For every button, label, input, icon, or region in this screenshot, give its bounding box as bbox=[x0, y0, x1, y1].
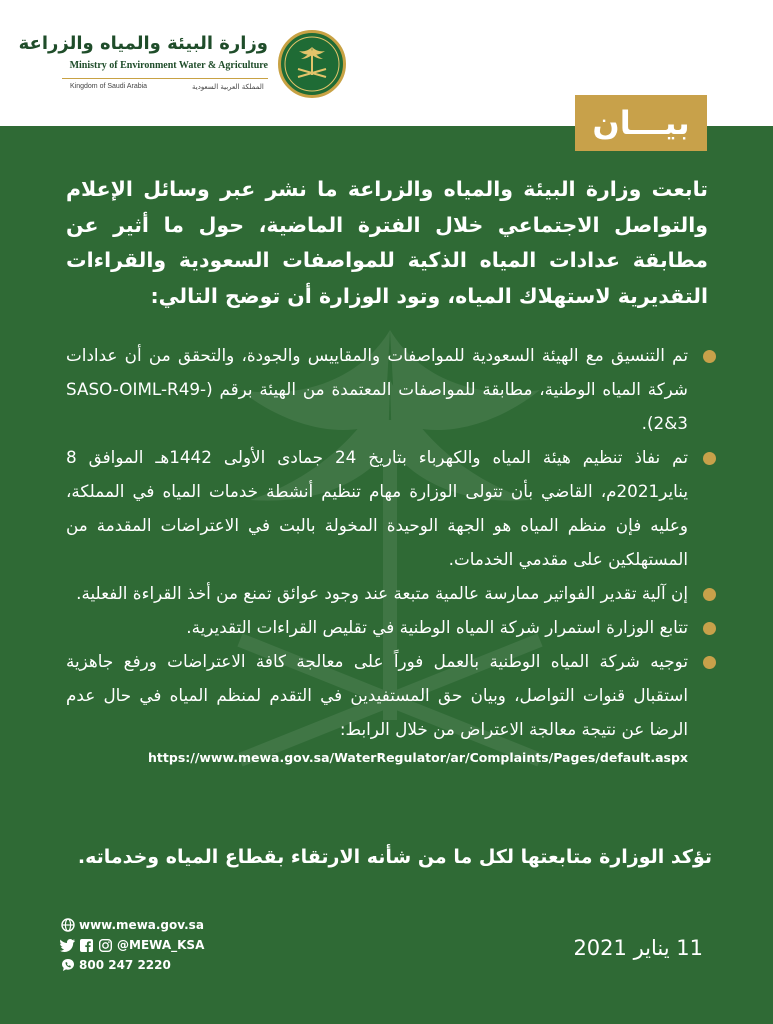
kingdom-name-en: Kingdom of Saudi Arabia bbox=[70, 83, 148, 90]
ministry-name-ar: وزارة البيئة والمياه والزراعة bbox=[18, 33, 268, 54]
bullet-dot-icon bbox=[703, 452, 716, 465]
header-divider bbox=[62, 78, 268, 79]
kingdom-name-ar: المملكة العربية السعودية bbox=[192, 83, 264, 91]
ministry-emblem bbox=[278, 30, 346, 98]
bullet-text: توجيه شركة المياه الوطنية بالعمل فوراً على معالجة كافة الاعتراضات ورفع جاهزية استقبال قنوات التواصل، وبيان حق المستفيدين في التقدم لمنظم المياه في حال عدم الرضا عن نتيجة معالجة الاعتراض من خلال الرابط: bbox=[66, 651, 688, 739]
instagram-icon[interactable] bbox=[98, 938, 113, 953]
bullet-item bbox=[66, 338, 720, 440]
intro-paragraph: تابعت وزارة البيئة والمياه والزراعة ما نشر عبر وسائل الإعلام والتواصل الاجتماعي خلال الفترة الماضية، حول ما أثير عن مطابقة عدادات المياه الذكية للمواصفات السعودية والقراءات التقديرية لاستهلاك المياه، وتود الوزارة أن توضح التالي: bbox=[66, 177, 708, 308]
statement-tag bbox=[575, 95, 707, 151]
closing-statement: تؤكد الوزارة متابعتها لكل ما من شأنه الارتقاء بقطاع المياه وخدماته. bbox=[77, 846, 712, 868]
bullet-dot-icon bbox=[703, 622, 716, 635]
globe-icon bbox=[60, 918, 75, 933]
bullet-dot-icon bbox=[703, 656, 716, 669]
bullet-item bbox=[66, 610, 720, 644]
statement-date: 11 يناير 2021 bbox=[573, 936, 703, 960]
palm-swords-icon bbox=[281, 33, 343, 95]
bullet-text: تم التنسيق مع الهيئة السعودية للمواصفات والمقاييس والجودة، والتحقق من أن عدادات شركة المياه الوطنية، مطابقة للمواصفات المعتمدة من الهيئة برقم (SASO-OIML-R49-2&3). bbox=[66, 345, 688, 433]
bullet-item bbox=[66, 576, 720, 610]
bullet-text: تم نفاذ تنظيم هيئة المياه والكهرباء بتاريخ 24 جمادى الأولى 1442هـ الموافق 8 يناير2021م، القاضي بأن تتولى الوزارة مهام تنظيم أنشطة خدمات المياه في المملكة، وعليه فإن منظم المياه هو الجهة الوحيدة المخولة بالبت في الاعتراضات المقدمة من المستهلكين على مقدمي الخدمات. bbox=[66, 447, 688, 569]
phone-bubble-icon bbox=[60, 958, 75, 973]
phone-number: 800 247 2220 bbox=[79, 958, 171, 972]
statement-tag-label: بيـــان bbox=[592, 104, 690, 142]
bullet-dot-icon bbox=[703, 350, 716, 363]
ministry-name-en: Ministry of Environment Water & Agriculture bbox=[69, 60, 268, 71]
bullet-text: تتابع الوزارة استمرار شركة المياه الوطنية في تقليص القراءات التقديرية. bbox=[186, 617, 688, 637]
website-text: www.mewa.gov.sa bbox=[79, 918, 204, 932]
bullet-text: إن آلية تقدير الفواتير ممارسة عالمية متبعة عند وجود عوائق تمنع من أخذ القراءة الفعلية. bbox=[76, 583, 688, 603]
website-row[interactable] bbox=[60, 915, 204, 935]
bullet-item bbox=[66, 644, 720, 746]
bullet-list bbox=[66, 338, 720, 770]
contact-info bbox=[60, 915, 204, 975]
twitter-icon[interactable] bbox=[60, 938, 75, 953]
bullet-dot-icon bbox=[703, 588, 716, 601]
phone-row[interactable] bbox=[60, 955, 204, 975]
complaints-link[interactable]: https://www.mewa.gov.sa/WaterRegulator/ar/Complaints/Pages/default.aspx bbox=[148, 750, 688, 765]
bullet-item bbox=[66, 440, 720, 576]
social-row[interactable] bbox=[60, 935, 204, 955]
facebook-icon[interactable] bbox=[79, 938, 94, 953]
social-handle: @MEWA_KSA bbox=[117, 938, 205, 952]
